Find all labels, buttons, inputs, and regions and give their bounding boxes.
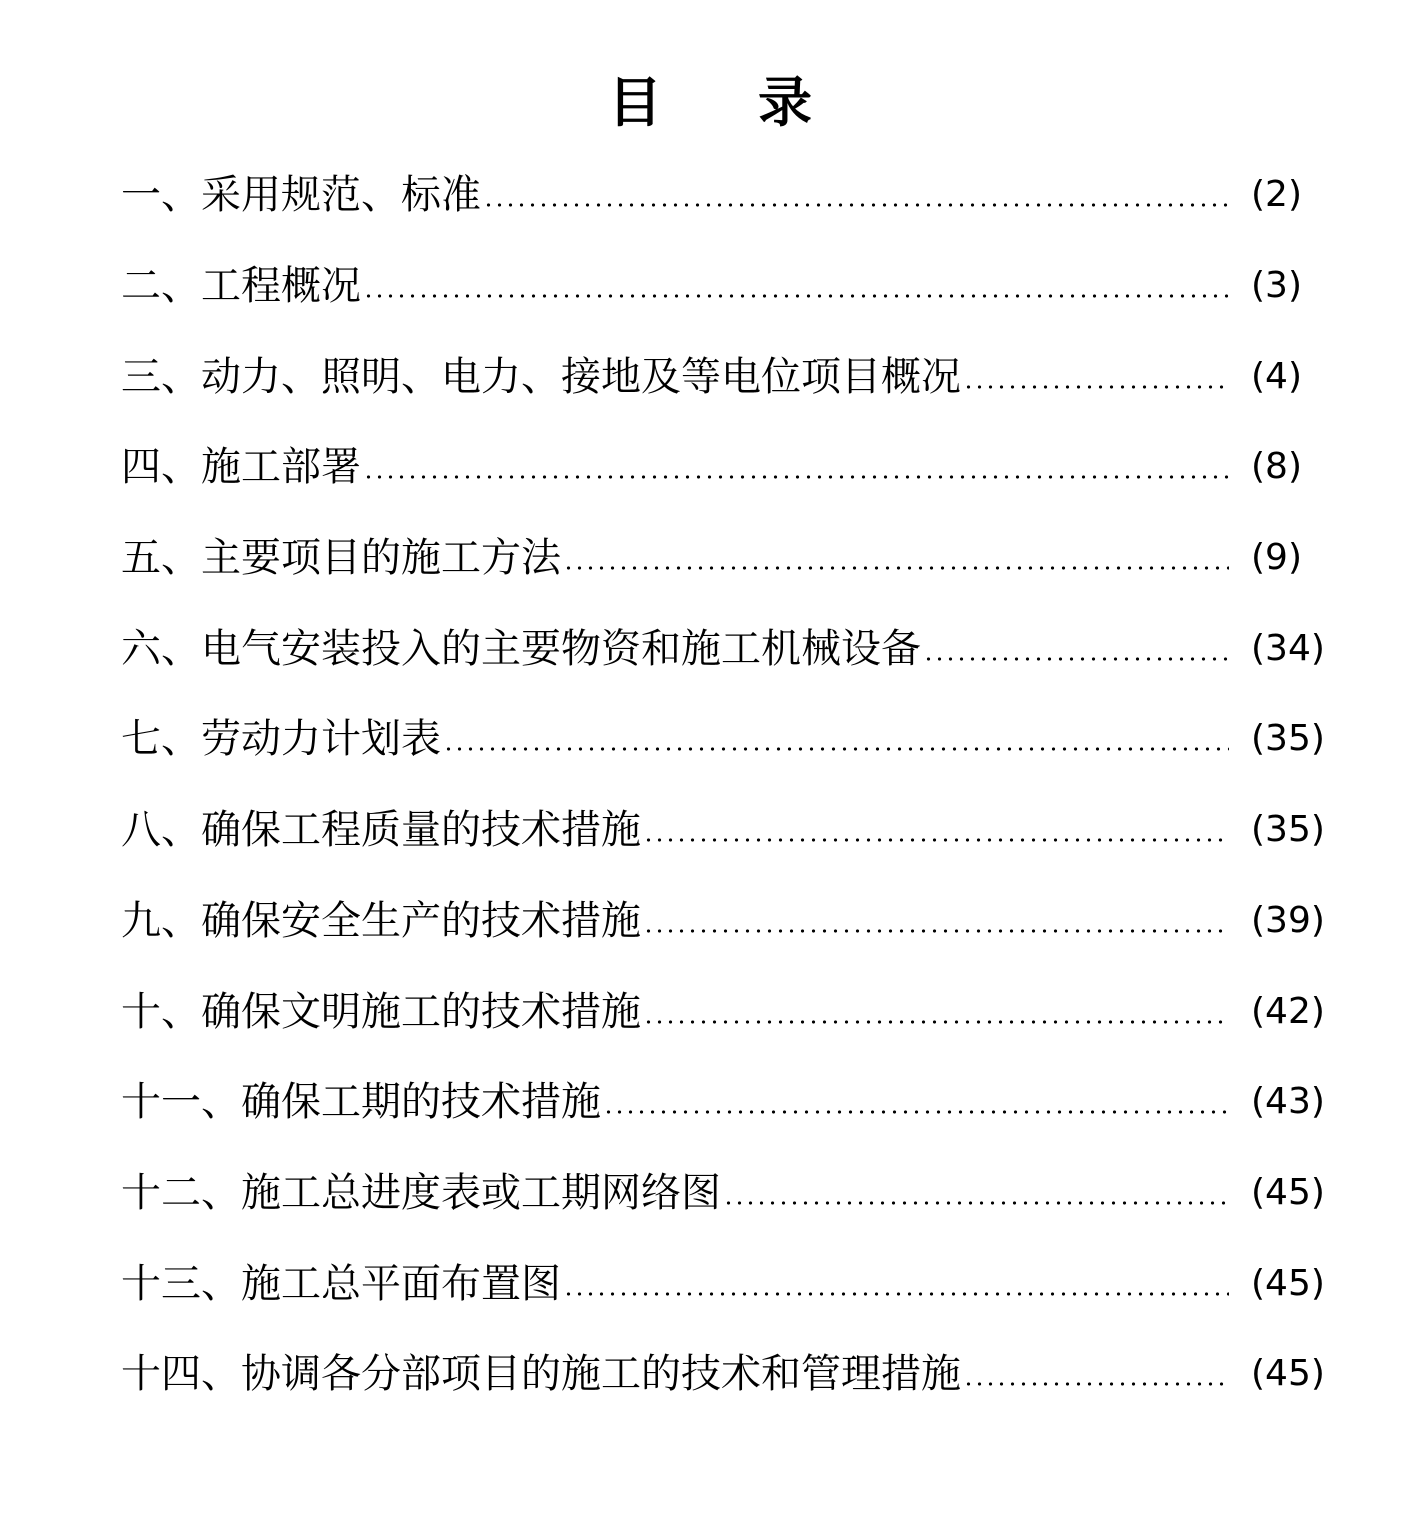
toc-entry-page: (34) bbox=[1251, 627, 1325, 669]
toc-entry[interactable] bbox=[121, 694, 1325, 785]
toc-entry[interactable] bbox=[121, 241, 1321, 332]
toc-entry[interactable] bbox=[121, 513, 1321, 604]
dot-leader bbox=[643, 987, 1229, 1037]
toc-entry-label: 三、动力、照明、电力、接地及等电位项目概况 bbox=[121, 353, 961, 400]
toc-entry-label: 十三、施工总平面布置图 bbox=[121, 1260, 561, 1307]
toc-entry-label: 六、电气安装投入的主要物资和施工机械设备 bbox=[121, 625, 921, 672]
toc-entry-page: (35) bbox=[1251, 809, 1325, 851]
toc-entry-page: (9) bbox=[1251, 537, 1302, 579]
dot-leader bbox=[963, 1349, 1229, 1399]
dot-leader bbox=[643, 805, 1229, 855]
toc-entry[interactable] bbox=[121, 785, 1325, 876]
toc-entry-label: 十一、确保工期的技术措施 bbox=[121, 1079, 601, 1126]
toc-entry-page: (4) bbox=[1251, 355, 1302, 397]
toc-entry[interactable] bbox=[121, 1148, 1325, 1239]
title-char-1: 目 bbox=[608, 71, 662, 134]
title-char-2: 录 bbox=[758, 71, 812, 134]
toc-entry-page: (2) bbox=[1251, 174, 1302, 216]
toc-entry[interactable] bbox=[121, 603, 1325, 694]
toc-entry[interactable] bbox=[121, 876, 1325, 967]
toc-entry-label: 十四、协调各分部项目的施工的技术和管理措施 bbox=[121, 1351, 961, 1398]
toc-entry-page: (8) bbox=[1251, 446, 1302, 488]
toc-entry[interactable] bbox=[121, 1238, 1325, 1329]
toc-entry-label: 七、劳动力计划表 bbox=[121, 716, 441, 763]
dot-leader bbox=[443, 714, 1229, 764]
toc-entry-label: 一、采用规范、标准 bbox=[121, 172, 481, 219]
dot-leader bbox=[483, 170, 1229, 220]
toc-entry-page: (45) bbox=[1251, 1171, 1325, 1213]
toc-list bbox=[121, 150, 1325, 1420]
dot-leader bbox=[563, 533, 1229, 583]
toc-entry-page: (42) bbox=[1251, 990, 1325, 1032]
toc-entry-page: (3) bbox=[1251, 265, 1302, 307]
dot-leader bbox=[363, 261, 1229, 311]
toc-entry-label: 九、确保安全生产的技术措施 bbox=[121, 897, 641, 944]
dot-leader bbox=[603, 1077, 1229, 1127]
page-title bbox=[0, 68, 1420, 138]
toc-entry-label: 二、工程概况 bbox=[121, 263, 361, 310]
toc-entry-page: (35) bbox=[1251, 718, 1325, 760]
dot-leader bbox=[563, 1259, 1229, 1309]
toc-entry[interactable] bbox=[121, 1329, 1325, 1420]
toc-entry-label: 八、确保工程质量的技术措施 bbox=[121, 807, 641, 854]
dot-leader bbox=[363, 442, 1229, 492]
toc-entry-page: (39) bbox=[1251, 899, 1325, 941]
dot-leader bbox=[723, 1168, 1229, 1218]
toc-entry-label: 五、主要项目的施工方法 bbox=[121, 535, 561, 582]
toc-entry-page: (45) bbox=[1251, 1353, 1325, 1395]
dot-leader bbox=[643, 896, 1229, 946]
toc-entry[interactable] bbox=[121, 966, 1325, 1057]
toc-entry-label: 四、施工部署 bbox=[121, 444, 361, 491]
toc-entry-page: (45) bbox=[1251, 1262, 1325, 1304]
toc-entry[interactable] bbox=[121, 422, 1321, 513]
toc-entry-label: 十二、施工总进度表或工期网络图 bbox=[121, 1169, 721, 1216]
dot-leader bbox=[963, 352, 1229, 402]
toc-entry-page: (43) bbox=[1251, 1081, 1325, 1123]
toc-entry[interactable] bbox=[121, 1057, 1325, 1148]
dot-leader bbox=[923, 624, 1229, 674]
toc-entry[interactable] bbox=[121, 331, 1321, 422]
toc-entry-label: 十、确保文明施工的技术措施 bbox=[121, 988, 641, 1035]
toc-entry[interactable] bbox=[121, 150, 1321, 241]
